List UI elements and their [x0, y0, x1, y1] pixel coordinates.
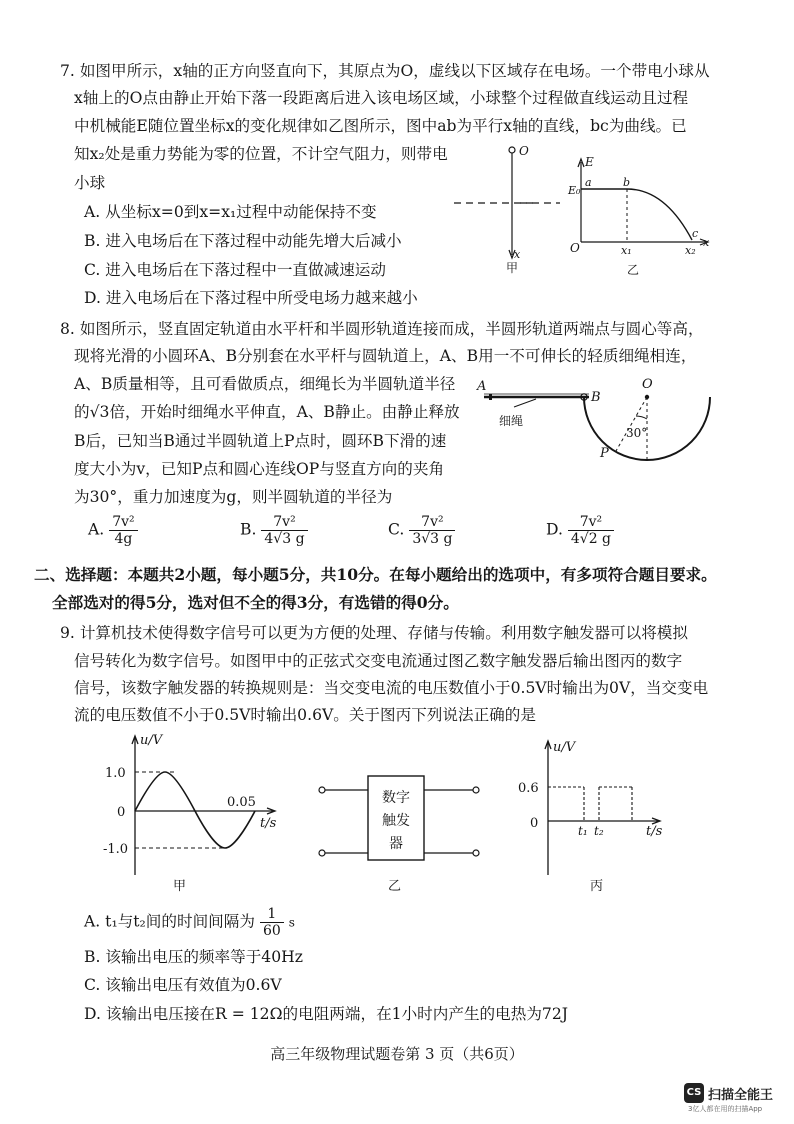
q9-figure-jia: [95, 730, 295, 900]
q9-figure-bing: [508, 735, 678, 900]
q7-line-3: 中机械能E随位置坐标x的变化规律如乙图所示，图中ab为平行x轴的直线，bc为曲线。已: [74, 117, 687, 135]
q9-option-b: B. 该输出电压的频率等于40Hz: [84, 948, 303, 966]
q8-line-2: 现将光滑的小圆环A、B分别套在水平杆与圆轨道上，A、B用一不可伸长的轻质细绳相连，: [74, 347, 697, 365]
q8-figure: [474, 345, 724, 465]
q9-jia-yn-label: -1.0: [103, 842, 129, 857]
scanner-name: 扫描全能王: [708, 1088, 774, 1103]
q8-label-p: P: [600, 446, 609, 461]
q7-yi-caption: 乙: [627, 263, 640, 277]
q9-bing-t1-label: t₁: [578, 824, 588, 838]
q8-label-rope: 细绳: [499, 414, 524, 428]
q7-jia-dashed-extension: [520, 200, 560, 210]
q7-option-d: D. 进入电场后在下落过程中所受电场力越来越小: [84, 289, 418, 307]
q9-jia-u-label: u/V: [140, 733, 163, 748]
q9-bing-t2-label: t₂: [594, 824, 604, 838]
q8-line-4: 的√3倍，开始时细绳水平伸直，A、B静止。由静止释放: [74, 403, 460, 421]
scanner-badge-icon: CS: [684, 1083, 704, 1103]
q9-jia-t1-label: 0.05: [227, 795, 256, 810]
q9-line-4: 流的电压数值不小于0.5V时输出0.6V。关于图丙下列说法正确的是: [74, 706, 536, 724]
q7-option-a: A. 从坐标x=0到x=x₁过程中动能保持不变: [84, 203, 377, 221]
q7-yi-x2-label: x₂: [685, 244, 696, 257]
q9-option-c: C. 该输出电压有效值为0.6V: [84, 976, 282, 994]
section2-heading-line-1: 二、选择题：本题共2小题，每小题5分，共10分。在每小题给出的选项中，有多项符合题目要求。: [34, 565, 717, 584]
q7-line-1: 7. 如图甲所示，x轴的正方向竖直向下，其原点为O，虚线以下区域存在电场。一个带电小球从: [60, 62, 710, 80]
q7-figure-yi: [565, 152, 715, 287]
q7-yi-origin-label: O: [570, 241, 580, 255]
q7-yi-e-label: E: [585, 155, 594, 169]
scanner-logo: [684, 1083, 784, 1115]
q7-yi-a-label: a: [585, 176, 592, 189]
q9-option-d: D. 该输出电压接在R = 12Ω的电阻两端，在1小时内产生的电热为72J: [84, 1005, 569, 1023]
scanner-tagline: 3亿人都在用的扫描App: [688, 1105, 763, 1113]
q7-line-5: 小球: [74, 174, 106, 192]
q8-option-c: C. $\frac{\text{7v²}}{3√3 g}$: [388, 514, 455, 547]
q9-jia-y0-label: 0: [117, 805, 126, 820]
q7-option-b: B. 进入电场后在下落过程中动能先增大后减小: [84, 232, 402, 250]
q8-option-d: D. $\frac{\text{7v²}}{4√2 g}$: [546, 514, 614, 547]
q7-line-4: 知x₂处是重力势能为零的位置，不计空气阻力，则带电: [74, 145, 448, 163]
q7-yi-b-label: b: [623, 176, 631, 189]
q8-line-1: 8. 如图所示，竖直固定轨道由水平杆和半圆形轨道连接而成，半圆形轨道两端点与圆心等高，: [60, 320, 704, 338]
q8-line-7: 为30°，重力加速度为g，则半圆轨道的半径为: [74, 488, 393, 506]
q7-yi-x1-label: x₁: [621, 244, 632, 257]
q9-jia-caption: 甲: [173, 879, 187, 894]
q9-yi-caption: 乙: [388, 879, 402, 894]
q8-option-a: A. $\frac{\text{7v²}}{4g}$: [88, 514, 138, 547]
q8-label-b: B: [591, 390, 601, 405]
q8-line-5: B后，已知当B通过半圆轨道上P点时，圆环B下滑的速: [74, 432, 447, 450]
q9-yi-label-3: 器: [389, 836, 403, 852]
q7-option-c: C. 进入电场后在下落过程中一直做减速运动: [84, 261, 386, 279]
q8-line-3: A、B质量相等，且可看做质点，细绳长为半圆轨道半径: [74, 375, 456, 393]
q7-yi-e0-label: E₀: [568, 184, 581, 197]
q9-line-1: 9. 计算机技术使得数字信号可以更为方便的处理、存储与传输。利用数字触发器可以将模拟: [60, 624, 688, 642]
q9-bing-u-label: u/V: [553, 740, 576, 755]
q9-option-a: A. t₁与t₂间的时间间隔为 $\frac{1}{60}$ s: [84, 906, 295, 939]
q8-option-b: B. $\frac{\text{7v²}}{4√3 g}$: [240, 514, 308, 547]
q9-jia-t-label: t/s: [260, 816, 277, 831]
q7-jia-x-label: x: [514, 248, 521, 261]
q8-label-a: A: [477, 379, 487, 394]
page-footer: 高三年级物理试题卷第 3 页（共6页）: [270, 1045, 524, 1063]
q9-yi-label-2: 触发: [382, 813, 410, 829]
q7-line-2: x轴上的O点由静止开始下落一段距离后进入该电场区域，小球整个过程做直线运动且过程: [74, 89, 689, 107]
q8-label-angle: 30°: [626, 426, 648, 440]
q9-bing-t-label: t/s: [646, 824, 663, 839]
q9-jia-y1-label: 1.0: [105, 766, 126, 781]
section2-heading-line-2: 全部选对的得5分，选对但不全的得3分，有选错的得0分。: [52, 593, 459, 612]
q7-jia-o-label: O: [519, 144, 529, 158]
q8-line-6: 度大小为v，已知P点和圆心连线OP与竖直方向的夹角: [74, 460, 445, 478]
q9-bing-caption: 丙: [590, 879, 604, 894]
q7-figure-jia: [448, 140, 538, 280]
q7-yi-x-label: x: [703, 236, 710, 249]
q9-bing-y0-label: 0: [530, 816, 539, 831]
q9-figure-yi: [312, 770, 492, 900]
q9-yi-label-1: 数字: [382, 790, 410, 806]
q9-line-3: 信号，该数字触发器的转换规则是：当交变电流的电压数值小于0.5V时输出为0V，当交变电: [74, 679, 709, 697]
q9-bing-y1-label: 0.6: [518, 781, 539, 796]
q9-line-2: 信号转化为数字信号。如图甲中的正弦式交变电流通过图乙数字触发器后输出图丙的数字: [74, 652, 683, 670]
q7-jia-caption: 甲: [506, 261, 519, 275]
q8-label-o: O: [642, 377, 653, 392]
q7-yi-c-label: c: [692, 227, 699, 240]
